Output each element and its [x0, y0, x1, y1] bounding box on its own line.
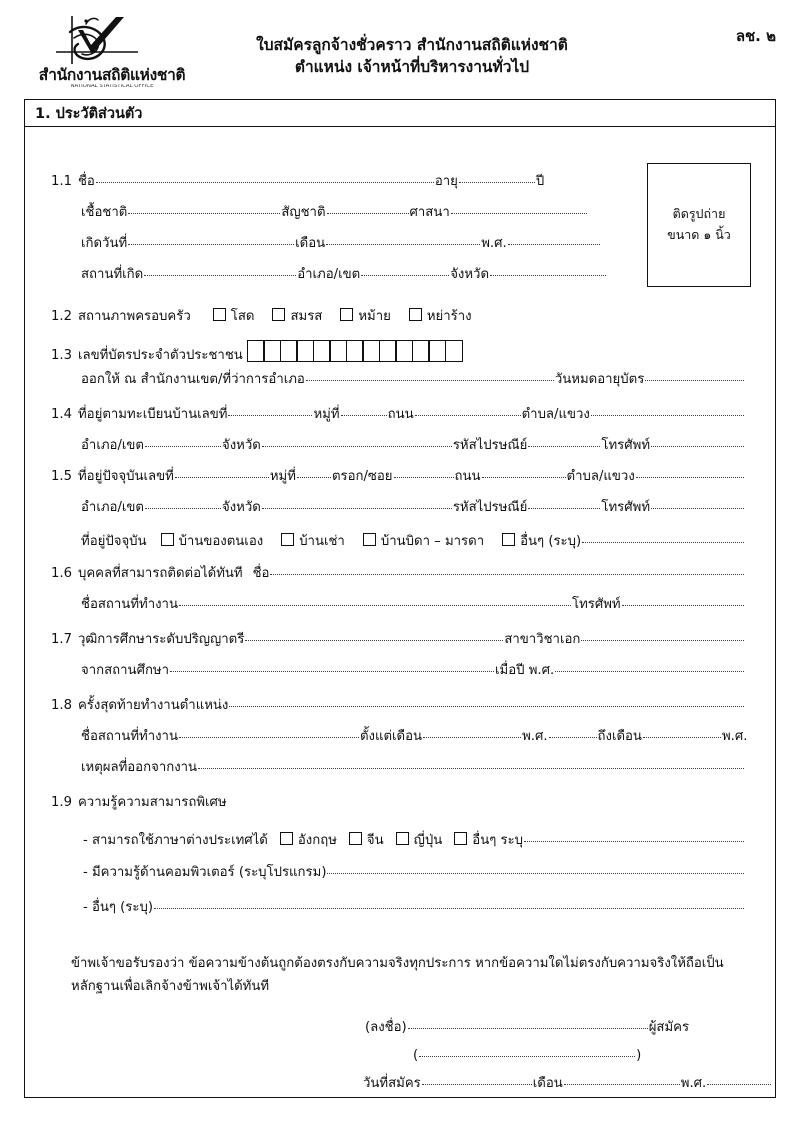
checkbox-residence-other[interactable]	[502, 533, 515, 546]
input-leaving-reason[interactable]	[198, 768, 744, 769]
input-contact-phone[interactable]	[622, 605, 744, 606]
input-nationality[interactable]	[327, 213, 409, 214]
checkbox-group-married[interactable]	[272, 307, 340, 323]
input-reg-district[interactable]	[145, 446, 221, 447]
label-signature: (ลงชื่อ)	[365, 1020, 407, 1035]
label-birthplace: สถานที่เกิด	[81, 267, 144, 282]
checkbox-group-widowed[interactable]	[340, 307, 409, 323]
label-special-skills: ความรู้ความสามารถพิเศษ	[77, 795, 227, 810]
input-application-year[interactable]	[707, 1084, 771, 1085]
input-cur-house-no[interactable]	[175, 477, 269, 478]
checkbox-marital-married[interactable]	[272, 308, 285, 321]
checkbox-language-english[interactable]	[280, 832, 293, 845]
id-digit-box[interactable]	[280, 340, 298, 362]
checkbox-group-own-house[interactable]	[161, 532, 282, 548]
label-marital-widowed: หม้าย	[358, 309, 391, 324]
input-institute[interactable]	[170, 671, 494, 672]
label-cur-moo: หมู่ที่	[269, 469, 296, 484]
input-id-expiry[interactable]	[645, 380, 744, 381]
id-digit-box[interactable]	[362, 340, 380, 362]
label-major: สาขาวิชาเอก	[504, 632, 581, 647]
input-reg-postcode[interactable]	[528, 446, 600, 447]
label-marital-status: สถานภาพครอบครัว	[77, 309, 191, 324]
input-cur-subdistrict[interactable]	[636, 477, 744, 478]
label-residence-type: ที่อยู่ปัจจุบัน	[81, 534, 147, 549]
label-cur-province: จังหวัด	[221, 500, 261, 515]
id-digit-box[interactable]	[346, 340, 364, 362]
input-ethnicity[interactable]	[128, 213, 280, 214]
checkbox-marital-single[interactable]	[213, 308, 226, 321]
label-cur-address: ที่อยู่ปัจจุบันเลขที่	[77, 469, 174, 484]
checkbox-marital-widowed[interactable]	[340, 308, 353, 321]
signature-row	[365, 1021, 715, 1034]
label-other-skills: - อื่นๆ (ระบุ)	[83, 900, 153, 915]
label-marital-married: สมรส	[290, 309, 323, 324]
label-application-month: เดือน	[532, 1076, 563, 1091]
input-reg-subdistrict[interactable]	[591, 415, 744, 416]
label-leaving-reason: เหตุผลที่ออกจากงาน	[81, 760, 198, 775]
field-row-institute	[81, 664, 745, 677]
field-row-computer-skills	[83, 866, 745, 879]
label-nationality: สัญชาติ	[281, 205, 326, 220]
id-digit-box[interactable]	[247, 340, 265, 362]
field-row-special-skills	[51, 796, 227, 809]
field-number-1-6: 1.6	[51, 566, 72, 581]
label-reg-moo: หมู่ที่	[313, 407, 340, 422]
nso-logo-icon	[26, 14, 198, 66]
checkbox-group-english[interactable]	[280, 831, 349, 847]
signature-name-row	[413, 1049, 673, 1062]
field-row-degree	[51, 633, 745, 646]
label-contact-name: ชื่อ	[252, 566, 270, 581]
checkbox-language-other[interactable]	[454, 832, 467, 845]
declaration-line2: หลักฐานเพื่อเลิกจ้างข้าพเจ้าได้ทันที	[71, 978, 270, 994]
label-applicant: ผู้สมัคร	[648, 1020, 690, 1035]
label-cur-soi: ตรอก/ซอย	[331, 469, 393, 484]
label-from-month: ตั้งแต่เดือน	[359, 729, 423, 744]
input-cur-district[interactable]	[145, 508, 221, 509]
page-title-line2: ตำแหน่ง เจ้าหน้าที่บริหารงานทั่วไป	[294, 58, 530, 77]
label-reg-postcode: รหัสไปรษณีย์	[452, 438, 528, 453]
label-contact-phone: โทรศัพท์	[571, 597, 621, 612]
input-reg-road[interactable]	[415, 415, 521, 416]
photo-box-line1: ติดรูปถ่าย	[672, 206, 726, 222]
input-contact-workplace[interactable]	[179, 605, 571, 606]
id-digit-box[interactable]	[379, 340, 397, 362]
field-number-1-1: 1.1	[51, 174, 72, 189]
field-number-1-3: 1.3	[51, 348, 72, 363]
label-grad-year: เมื่อปี พ.ศ.	[495, 663, 555, 678]
label-language-english: อังกฤษ	[297, 833, 337, 848]
field-row-reg-district	[81, 439, 745, 452]
input-reg-province[interactable]	[262, 446, 452, 447]
field-row-last-position	[51, 699, 745, 712]
label-birthdate: เกิดวันที่	[81, 236, 128, 251]
input-signature-printed-name[interactable]	[419, 1056, 635, 1057]
label-cur-phone: โทรศัพท์	[601, 500, 651, 515]
label-id-number: เลขที่บัตรประจำตัวประชาชน	[77, 348, 243, 363]
checkbox-residence-rent[interactable]	[281, 533, 294, 546]
checkbox-group-residence-other[interactable]	[502, 532, 745, 548]
declaration-text	[71, 953, 743, 998]
field-row-marital-status	[51, 307, 611, 323]
input-language-other[interactable]	[524, 841, 744, 842]
document-header	[0, 0, 800, 96]
input-major[interactable]	[581, 640, 744, 641]
label-marital-divorced: หย่าร้าง	[426, 309, 472, 324]
input-cur-phone[interactable]	[651, 508, 744, 509]
field-row-cur-address	[51, 470, 745, 483]
label-reg-address: ที่อยู่ตามทะเบียนบ้านเลขที่	[77, 407, 228, 422]
input-cur-province[interactable]	[262, 508, 452, 509]
label-age: อายุ	[434, 174, 458, 189]
label-cur-road: ถนน	[454, 469, 481, 484]
checkbox-group-japanese[interactable]	[396, 831, 455, 847]
field-number-1-4: 1.4	[51, 407, 72, 422]
id-digit-box[interactable]	[329, 340, 347, 362]
field-row-residence-type	[81, 532, 745, 548]
photo-box-line2: ขนาด ๑ นิ้ว	[667, 227, 731, 242]
declaration-line1: ข้าพเจ้าขอรับรองว่า ข้อความข้างต้นถูกต้องตรงกับความจริงทุกประการ หากข้อความใดไม่ตรงกับความจริงให้ถือเป็น	[71, 956, 724, 971]
field-row-other-skills	[83, 901, 745, 914]
field-row-languages	[83, 831, 745, 847]
label-cur-postcode: รหัสไปรษณีย์	[452, 500, 528, 515]
label-contact-person: บุคคลที่สามารถติดต่อได้ทันที	[77, 566, 243, 581]
label-id-expiry: วันหมดอายุบัตร	[554, 372, 645, 387]
field-number-1-8: 1.8	[51, 698, 72, 713]
input-other-skills[interactable]	[154, 908, 744, 909]
label-language-japanese: ญี่ปุ่น	[413, 833, 443, 848]
input-to-month[interactable]	[643, 737, 721, 738]
id-digit-box[interactable]	[428, 340, 446, 362]
id-digit-box[interactable]	[313, 340, 331, 362]
id-digit-box[interactable]	[395, 340, 413, 362]
label-from-year: พ.ศ.	[522, 729, 548, 744]
input-contact-name[interactable]	[270, 574, 744, 575]
label-application-year: พ.ศ.	[680, 1076, 707, 1091]
label-reg-subdistrict: ตำบล/แขวง	[521, 407, 590, 422]
field-number-1-2: 1.2	[51, 309, 72, 324]
input-cur-postcode[interactable]	[528, 508, 600, 509]
id-digit-box[interactable]	[412, 340, 430, 362]
input-age[interactable]	[459, 182, 535, 183]
checkbox-group-single[interactable]	[213, 307, 273, 323]
field-number-1-7: 1.7	[51, 632, 72, 647]
label-reg-province: จังหวัด	[221, 438, 261, 453]
label-reg-phone: โทรศัพท์	[601, 438, 651, 453]
input-birth-year[interactable]	[508, 244, 600, 245]
label-birth-year: พ.ศ.	[481, 236, 507, 251]
label-cur-subdistrict: ตำบล/แขวง	[566, 469, 635, 484]
checkbox-group-rented-house[interactable]	[281, 532, 363, 548]
form-body	[25, 127, 775, 1097]
input-cur-road[interactable]	[482, 477, 566, 478]
checkbox-residence-own[interactable]	[161, 533, 174, 546]
label-degree: วุฒิการศึกษาระดับปริญญาตรี	[77, 632, 245, 647]
input-birthplace[interactable]	[144, 275, 296, 276]
field-row-id-issued	[81, 373, 745, 386]
field-number-1-9: 1.9	[51, 795, 72, 810]
input-last-position[interactable]	[229, 706, 744, 707]
label-institute: จากสถานศึกษา	[81, 663, 170, 678]
label-marital-single: โสด	[230, 309, 255, 324]
input-residence-other[interactable]	[582, 542, 744, 543]
label-language-other: อื่นๆ ระบุ	[472, 833, 524, 848]
label-residence-rent: บ้านเช่า	[299, 534, 345, 549]
input-name[interactable]	[96, 182, 434, 183]
nso-logo-tagline: NATIONAL STATISTICAL OFFICE	[70, 84, 154, 90]
page-title-line1: ใบสมัครลูกจ้างชั่วคราว สำนักงานสถิติแห่งชาติ	[256, 36, 568, 54]
field-number-1-5: 1.5	[51, 469, 72, 484]
label-language-chinese: จีน	[366, 833, 384, 848]
input-reg-moo[interactable]	[341, 415, 387, 416]
page-title	[212, 34, 612, 79]
label-id-issued-office: ออกให้ ณ สำนักงานเขต/ที่ว่าการอำเภอ	[81, 372, 305, 387]
input-birth-province[interactable]	[490, 275, 606, 276]
label-ethnicity: เชื้อชาติ	[81, 205, 128, 220]
input-reg-phone[interactable]	[651, 446, 744, 447]
checkbox-group-language-other[interactable]	[454, 831, 745, 847]
input-birth-district[interactable]	[361, 275, 449, 276]
input-signature[interactable]	[408, 1028, 648, 1029]
label-cur-district: อำเภอ/เขต	[81, 500, 144, 515]
input-computer-skills[interactable]	[327, 873, 744, 874]
label-year-unit: ปี	[535, 174, 545, 189]
nso-logo-block	[26, 14, 198, 90]
form-code: ลช. ๒	[735, 27, 776, 45]
id-digit-box[interactable]	[445, 340, 463, 362]
input-from-month[interactable]	[423, 737, 521, 738]
input-birthdate-day[interactable]	[128, 244, 294, 245]
field-row-contact-workplace	[81, 598, 745, 611]
input-religion[interactable]	[451, 213, 587, 214]
field-row-ethnicity	[81, 206, 621, 219]
label-reg-road: ถนน	[387, 407, 414, 422]
field-row-leaving-reason	[81, 761, 745, 774]
label-contact-workplace: ชื่อสถานที่ทำงาน	[81, 597, 178, 612]
label-residence-other: อื่นๆ (ระบุ)	[520, 534, 582, 549]
checkbox-group-divorced[interactable]	[409, 307, 490, 323]
input-cur-soi[interactable]	[394, 477, 454, 478]
label-birth-district: อำเภอ/เขต	[297, 267, 361, 282]
checkbox-language-chinese[interactable]	[349, 832, 362, 845]
field-row-reg-address	[51, 408, 745, 421]
input-birth-month[interactable]	[326, 244, 480, 245]
label-last-workplace: ชื่อสถานที่ทำงาน	[81, 729, 178, 744]
label-birth-province: จังหวัด	[450, 267, 490, 282]
section-header-bar	[25, 100, 775, 127]
label-name: ชื่อ	[77, 174, 95, 189]
input-from-year[interactable]	[549, 737, 597, 738]
label-last-position: ครั้งสุดท้ายทำงานตำแหน่ง	[77, 698, 229, 713]
input-grad-year[interactable]	[555, 671, 744, 672]
input-reg-house-no[interactable]	[228, 415, 312, 416]
field-row-last-workplace	[81, 729, 748, 744]
checkbox-marital-divorced[interactable]	[409, 308, 422, 321]
label-residence-parents: บ้านบิดา – มารดา	[380, 534, 485, 549]
label-computer-skills: - มีความรู้ด้านคอมพิวเตอร์ (ระบุโปรแกรม)	[83, 865, 327, 880]
field-row-contact-person	[51, 567, 745, 580]
label-paren-open: (	[413, 1048, 419, 1063]
field-row-id-number	[51, 337, 461, 362]
field-row-birthdate	[81, 237, 621, 250]
checkbox-group-chinese[interactable]	[349, 831, 396, 847]
label-foreign-languages: - สามารถใช้ภาษาต่างประเทศได้	[83, 833, 268, 848]
form-frame	[24, 99, 776, 1098]
photo-attach-box	[647, 163, 751, 287]
input-cur-moo[interactable]	[297, 477, 331, 478]
field-row-birthplace	[81, 268, 621, 281]
label-to-month: ถึงเดือน	[597, 729, 642, 744]
label-birth-month: เดือน	[295, 236, 326, 251]
checkbox-group-parents-house[interactable]	[363, 532, 502, 548]
checkbox-language-japanese[interactable]	[396, 832, 409, 845]
field-row-cur-district	[81, 501, 745, 514]
label-reg-district: อำเภอ/เขต	[81, 438, 144, 453]
label-religion: ศาสนา	[409, 205, 450, 220]
section-title: 1. ประวัติส่วนตัว	[35, 105, 143, 122]
application-date-row	[363, 1077, 731, 1090]
id-digit-box[interactable]	[263, 340, 281, 362]
input-id-issued-office[interactable]	[306, 380, 554, 381]
id-number-boxes[interactable]	[247, 340, 462, 362]
input-application-month[interactable]	[564, 1084, 680, 1085]
input-degree[interactable]	[245, 640, 503, 641]
field-row-name-age	[51, 175, 571, 188]
checkbox-residence-parents[interactable]	[363, 533, 376, 546]
label-paren-close: )	[636, 1048, 642, 1063]
label-residence-own: บ้านของตนเอง	[178, 534, 264, 549]
input-last-workplace[interactable]	[179, 737, 359, 738]
id-digit-box[interactable]	[296, 340, 314, 362]
input-application-day[interactable]	[422, 1084, 532, 1085]
label-application-date: วันที่สมัคร	[363, 1076, 421, 1091]
label-to-year: พ.ศ.	[721, 729, 748, 744]
nso-logo-name: สำนักงานสถิติแห่งชาติ	[38, 66, 186, 84]
